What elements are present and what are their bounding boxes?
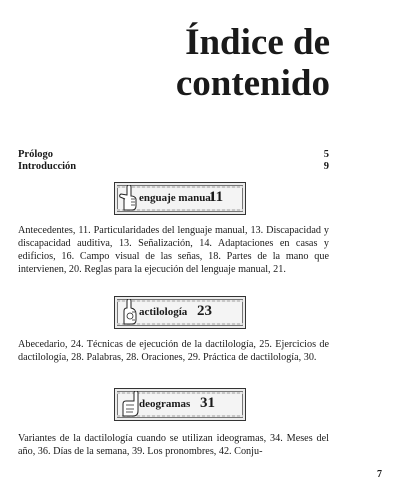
section-label: deogramas [139,398,191,410]
toc-entry-label: Prólogo [18,149,53,160]
hand-sign-i-icon [119,391,141,418]
section-banner-ideogramas[interactable] [114,388,246,421]
section-body: Abecedario, 24. Técnicas de ejecución de la dactilología, 25. Ejercicios de dactilología, 28. Palabras, 28. Oraciones, 29. Práctica de dactilología, 30. [18,339,329,363]
toc-entry-introduccion[interactable] [18,161,329,173]
section-label: actilología [139,306,188,318]
toc-entry-page: 9 [323,161,329,172]
section-banner-lenguaje-manual[interactable] [114,182,246,215]
hand-sign-d-icon [119,299,141,326]
section-page: 31 [200,395,215,411]
page-title-line-1: Índice de [185,22,330,63]
toc-entry-prologo[interactable] [18,149,329,161]
page-title-line-2: contenido [175,63,330,104]
toc-entry-page: 5 [323,149,329,160]
section-label: enguaje manual [139,192,214,204]
section-body: Antecedentes, 11. Particularidades del lenguaje manual, 13. Discapacidad y discapacidad auditiva, 13. Señalización, 14. Adaptaciones en casas y edificios, 16. Campo visual de las señas, 18. Partes de la mano que intervienen, 20. Reglas para la ejecución del lenguaje manual, 21. [18,225,329,275]
hand-sign-l-icon [119,185,141,212]
section-page: 23 [197,303,212,319]
page-title [176,22,330,104]
section-body: Variantes de la dactilología cuando se utilizan ideogramas, 34. Meses del año, 36. Días de la semana, 39. Los pronombres, 42. Conju- [18,433,329,457]
section-page: 11 [209,189,224,205]
section-banner-dactilologia[interactable] [114,296,246,329]
page-number: 7 [377,469,382,480]
toc-entry-label: Introducción [18,161,77,172]
